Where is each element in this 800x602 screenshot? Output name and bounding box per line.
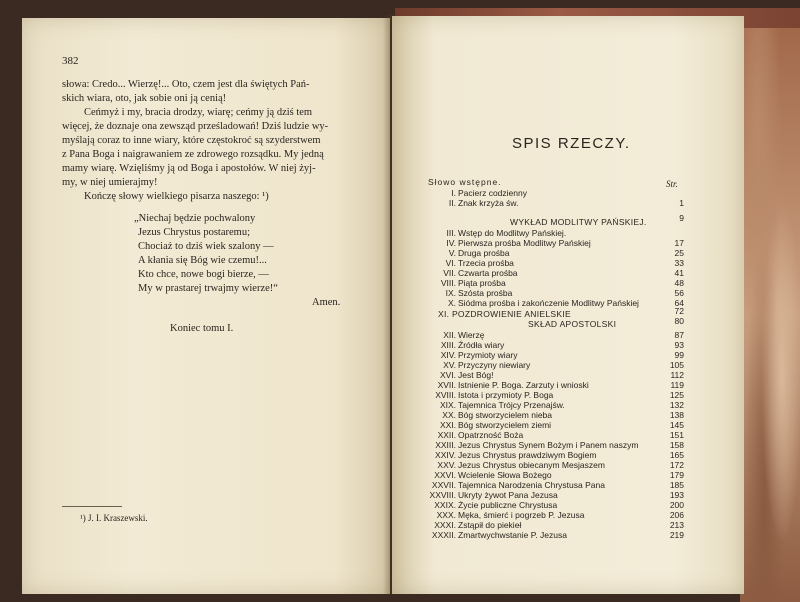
toc-entry-number: XV. [443, 360, 456, 370]
toc-entry-number: XXII. [437, 430, 456, 440]
toc-entry-page: 9 [679, 213, 684, 223]
toc-entry-page: 99 [674, 350, 684, 360]
toc-entry-number: III. [446, 228, 456, 238]
toc-entry [392, 268, 744, 278]
toc-entry-title: Wierzę [458, 330, 485, 340]
toc-entry-number: XXIV. [435, 450, 456, 460]
toc-entry-number: V. [448, 248, 456, 258]
toc-entry [392, 350, 744, 360]
toc-entry-title: Przyczyny niewiary [458, 360, 531, 370]
body-line: my, w niej umierajmy! [62, 177, 158, 188]
toc-entry-title: Męka, śmierć i pogrzeb P. Jezusa [458, 510, 585, 520]
toc-entry-title: Jest Bóg! [458, 370, 494, 380]
toc-entry-number: XIII. [440, 340, 456, 350]
toc-entry-page: 41 [674, 268, 684, 278]
amen: Amen. [312, 297, 341, 308]
toc-entry [392, 278, 744, 288]
toc-entry-number: IV. [446, 238, 456, 248]
body-line: więcej, że doznaje ona zewsząd prześladowań! Dziś ludzie wy- [62, 121, 329, 132]
poem-line: Jezus Chrystus postaremu; [138, 227, 250, 238]
poem-line: My w prastarej trwajmy wierze!“ [138, 283, 278, 294]
right-page [392, 16, 744, 594]
toc-entry-page: 80 [674, 316, 684, 326]
toc-entry-page: 219 [669, 530, 684, 540]
toc-entry-title: Bóg stworzycielem ziemi [458, 420, 552, 430]
section-heading: WYKŁAD MODLITWY PAŃSKIEJ. [510, 217, 647, 227]
section-heading: SKŁAD APOSTOLSKI [528, 319, 617, 329]
toc-entry-title: Siódma prośba i zakończenie Modlitwy Pańskiej [458, 298, 639, 308]
toc-entry-page: 172 [669, 460, 684, 470]
toc-entry-title: Przymioty wiary [458, 350, 518, 360]
toc-entry [392, 490, 744, 500]
toc-entry [392, 360, 744, 370]
toc-entry-title: Znak krzyża św. [458, 198, 519, 208]
toc-entry-title: Zstąpił do piekieł [458, 520, 522, 530]
toc-entry-page: 213 [669, 520, 684, 530]
page-number: 382 [62, 55, 79, 67]
body-line: Ceńmyż i my, bracia drodzy, wiarę; ceńmy ją dziś tem [84, 107, 313, 118]
toc-entry-number: XII. [443, 330, 456, 340]
toc-entry-number: XXXII. [431, 530, 456, 540]
toc-entry-title: Pacierz codzienny [458, 188, 527, 198]
toc-entry [392, 370, 744, 380]
toc-entry-number: XXX. [436, 510, 456, 520]
poem-line: Kto chce, nowe bogi bierze, — [138, 269, 269, 280]
toc-entry-title: Trzecia prośba [458, 258, 514, 268]
toc-entry-number: XXVI. [434, 470, 456, 480]
toc-entry-number: XVI. [439, 370, 456, 380]
toc-entry [392, 258, 744, 268]
toc-entry-title: Druga prośba [458, 248, 510, 258]
toc-entry-title: Jezus Chrystus prawdziwym Bogiem [458, 450, 597, 460]
poem-line: A kłania się Bóg wie czemu!... [138, 255, 267, 266]
toc-entry-page: 56 [674, 288, 684, 298]
toc-entry [392, 340, 744, 350]
toc-entry-title: Wcielenie Słowa Bożego [458, 470, 552, 480]
toc-entry [392, 198, 744, 208]
toc-entry-number: X. [447, 298, 456, 308]
toc-entry-number: VIII. [440, 278, 456, 288]
toc-entry [392, 480, 744, 490]
toc-entry-page: 72 [674, 306, 684, 316]
toc-entry-title: Istota i przymioty P. Boga [458, 390, 554, 400]
footnote: ¹) J. I. Kraszewski. [80, 513, 148, 523]
toc-entry [392, 238, 744, 248]
toc-entry-number: IX. [445, 288, 456, 298]
toc-entry [392, 248, 744, 258]
toc-entry-page: 132 [669, 400, 684, 410]
toc-entry-title: Czwarta prośba [458, 268, 518, 278]
toc-entry-page: 179 [669, 470, 684, 480]
toc-entry-title: Tajemnica Trójcy Przenajśw. [458, 400, 565, 410]
toc-entry-page: 87 [674, 330, 684, 340]
toc-entry [392, 460, 744, 470]
toc-entry-page: 206 [669, 510, 684, 520]
toc-entry [392, 500, 744, 510]
toc-entry-page: 112 [670, 370, 684, 380]
toc-entry [392, 520, 744, 530]
toc-entry-title: Szósta prośba [458, 288, 513, 298]
footnote-rule [62, 506, 122, 507]
toc-entry-page: 200 [669, 500, 684, 510]
body-line: myślają coraz to inne wiary, które częstokroć są szyderstwem [62, 135, 321, 146]
toc-entry-number: XVII. [437, 380, 456, 390]
toc-entry-title: Piąta prośba [458, 278, 506, 288]
toc-entry [392, 188, 744, 198]
toc-entry-page: 185 [669, 480, 684, 490]
toc-entry-title: Istnienie P. Boga. Zarzuty i wnioski [458, 380, 589, 390]
toc-entry-title: Życie publiczne Chrystusa [458, 500, 558, 510]
column-header: Str. [666, 179, 678, 189]
body-line: słowa: Credo... Wierzę!... Oto, czem jest dla świętych Pań- [62, 79, 310, 90]
toc-entry-number: XXVIII. [429, 490, 456, 500]
toc-entry-page: 119 [670, 380, 684, 390]
poem-line: Chociaż to dziś wiek szalony — [138, 241, 274, 252]
body-line: mamy wiarę. Wzięliśmy ją od Boga i apostołów. W niej żyj- [62, 163, 316, 174]
toc-entry-page: 25 [674, 248, 684, 258]
toc-entry-number: XXV. [437, 460, 456, 470]
toc-entry [392, 440, 744, 450]
toc-entry-title: Opatrzność Boża [458, 430, 524, 440]
toc-entry-number: II. [448, 198, 456, 208]
toc-entry [392, 390, 744, 400]
toc-entry-number: XXIII. [435, 440, 456, 450]
toc-entry-number: XX. [442, 410, 456, 420]
toc-entry-page: 1 [679, 198, 684, 208]
toc-entry-number: XXIX. [434, 500, 456, 510]
toc-entry [392, 400, 744, 410]
toc-entry [392, 288, 744, 298]
left-page [22, 18, 390, 594]
poem-line: „Niechaj będzie pochwalony [134, 213, 256, 224]
body-line: skich wiara, oto, jak sobie oni ją cenią! [62, 93, 227, 104]
toc-entry-title: Źródła wiary [458, 340, 505, 350]
toc-entry-number: I. [451, 188, 456, 198]
toc-entry-page: 158 [669, 440, 684, 450]
toc-entry-page: 48 [674, 278, 684, 288]
end-note: Koniec tomu I. [170, 323, 234, 334]
toc-entry-number: VII. [443, 268, 456, 278]
toc-intro: Słowo wstępne. [428, 177, 502, 187]
toc-entry-number: XVIII. [435, 390, 456, 400]
toc-entry-title: Bóg stworzycielem nieba [458, 410, 553, 420]
toc-entry-page: 125 [669, 390, 684, 400]
toc-entry-number: XIV. [440, 350, 456, 360]
toc-entry-page: 145 [669, 420, 684, 430]
section-heading: XI. POZDROWIENIE ANIELSKIE [438, 309, 571, 319]
marbled-edge [740, 28, 800, 602]
toc-entry-number: XXI. [439, 420, 456, 430]
toc-entry-page: 17 [674, 238, 684, 248]
toc-entry [392, 410, 744, 420]
body-line: z Pana Boga i naigrawaniem ze zdrowego rozsądku. My jedną [62, 149, 324, 160]
toc-entry-title: Wstęp do Modlitwy Pańskiej. [458, 228, 567, 238]
toc-entry [392, 450, 744, 460]
toc-entry [392, 470, 744, 480]
toc-entry-title: Zmartwychwstanie P. Jezusa [458, 530, 567, 540]
toc-entry-page: 64 [674, 298, 684, 308]
toc-entry-page: 151 [669, 430, 684, 440]
toc-entry-page: 193 [669, 490, 684, 500]
toc-entry [392, 510, 744, 520]
toc-entry-number: XXXI. [434, 520, 456, 530]
toc-entry-page: 138 [669, 410, 684, 420]
toc-entry-number: XXVII. [431, 480, 456, 490]
toc-entry-page: 165 [669, 450, 684, 460]
toc-entry-page: 105 [669, 360, 684, 370]
toc-entry-number: XIX. [439, 400, 456, 410]
toc-entry-title: Tajemnica Narodzenia Chrystusa Pana [458, 480, 605, 490]
toc-entry [392, 380, 744, 390]
toc-entry [392, 430, 744, 440]
toc-entry [392, 330, 744, 340]
toc-entry-title: Jezus Chrystus obiecanym Mesjaszem [458, 460, 605, 470]
toc-entry [392, 420, 744, 430]
body-line: Kończę słowy wielkiego pisarza naszego: ¹) [84, 191, 269, 202]
toc-entry-title: Jezus Chrystus Synem Bożym i Panem naszym [458, 440, 639, 450]
toc-entry-page: 33 [674, 258, 684, 268]
toc-entry [392, 530, 744, 540]
toc-title: SPIS RZECZY. [512, 135, 631, 152]
toc-entry [392, 228, 744, 238]
toc-entry-number: VI. [445, 258, 456, 268]
toc-entry-page: 93 [674, 340, 684, 350]
toc-entry-title: Pierwsza prośba Modlitwy Pańskiej [458, 238, 591, 248]
toc-entry-title: Ukryty żywot Pana Jezusa [458, 490, 558, 500]
